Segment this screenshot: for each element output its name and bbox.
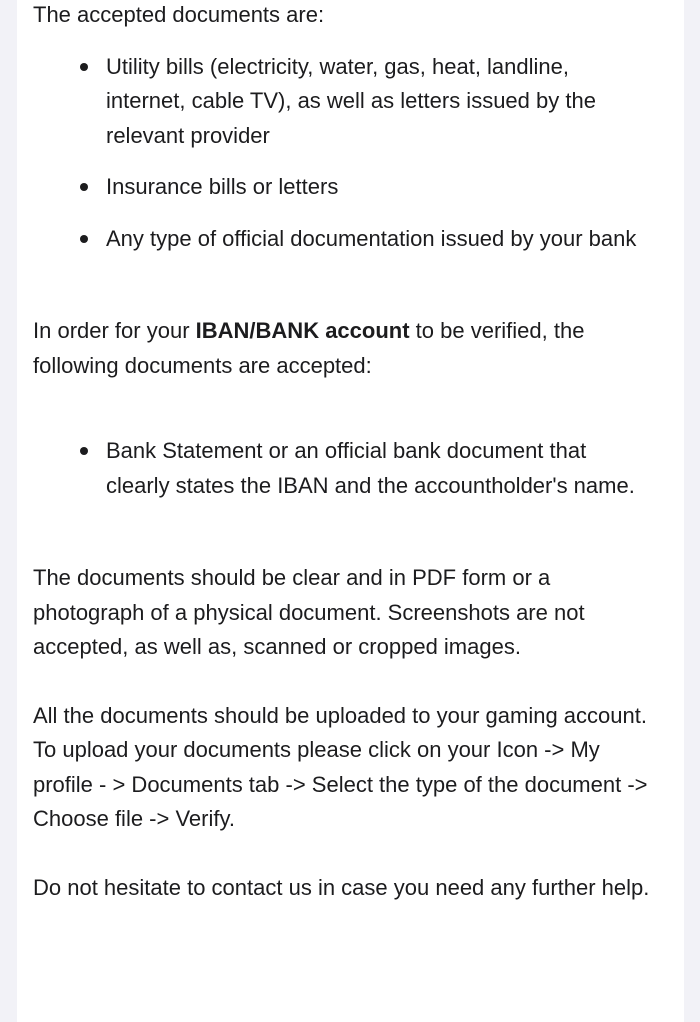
bank-documents-list bbox=[33, 434, 663, 503]
list-item-utility-bills: Utility bills (electricity, water, gas, heat, landline, internet, cable TV), as well as letters issued by the relevant provider bbox=[33, 50, 663, 154]
message-card bbox=[17, 0, 684, 1022]
message-body bbox=[33, 0, 663, 905]
format-note: The documents should be clear and in PDF form or a photograph of a physical document. Screenshots are not accepted, as well as, scanned or cropped images. bbox=[33, 565, 585, 659]
address-documents-list bbox=[33, 50, 663, 257]
upload-instructions: All the documents should be uploaded to your gaming account. To upload your documents please click on your Icon -> My profile - > Documents tab -> Select the type of the document -> Choose file -> Verify. bbox=[33, 702, 648, 831]
list-item-bank-docs: Any type of official documentation issued by your bank bbox=[33, 222, 663, 257]
list-item-insurance: Insurance bills or letters bbox=[33, 170, 663, 205]
bank-verification-paragraph: In order for your IBAN/BANK account to be verified, the following documents are accepted: bbox=[33, 318, 585, 378]
closing-note: Do not hesitate to contact us in case you need any further help. bbox=[33, 874, 650, 900]
list-item-bank-statement: Bank Statement or an official bank document that clearly states the IBAN and the accountholder's name. bbox=[33, 434, 663, 503]
accepted-documents-intro: The accepted documents are: bbox=[33, 2, 325, 27]
iban-bank-account-emphasis: IBAN/BANK account bbox=[195, 318, 410, 343]
